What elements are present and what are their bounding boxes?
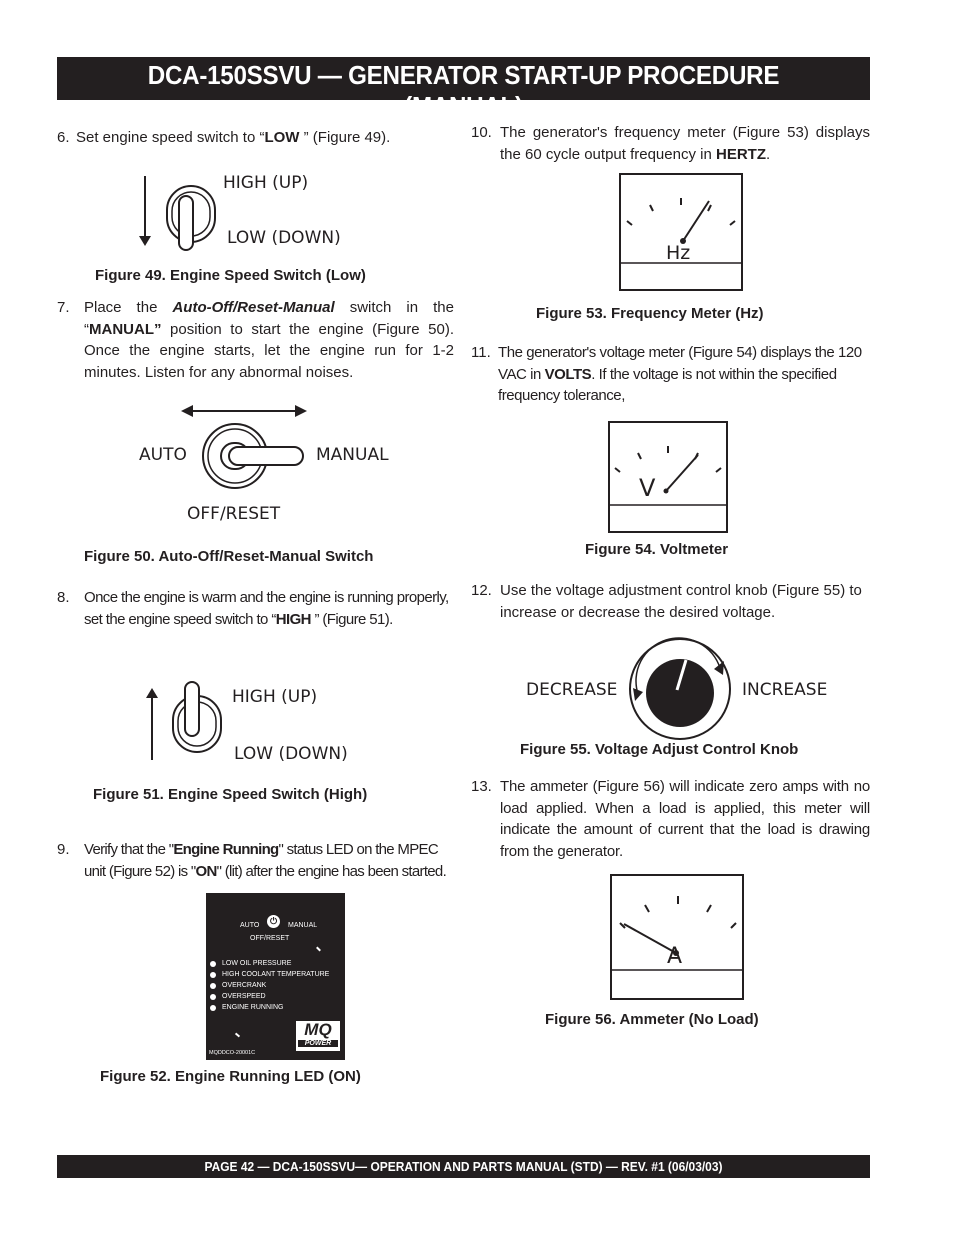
led-label: ENGINE RUNNING: [222, 1004, 284, 1011]
figure-50-auto-off-manual-switch: [135, 398, 415, 528]
step-text: Verify that the "Engine Running" status LED on the MPEC unit (Figure 52) is "ON" (lit) after the engine has been started.: [84, 841, 447, 880]
step-9: [57, 839, 454, 883]
page-header-bar: [57, 57, 870, 121]
step-text: The generator's voltage meter (Figure 54) displays the 120 VAC in VOLTS. If the voltage is not within the specified frequency tolerance,: [498, 344, 862, 404]
led-label: OVERCRANK: [222, 982, 267, 989]
step-6: [57, 127, 457, 149]
figure-49-caption: Figure 49. Engine Speed Switch (Low): [95, 267, 366, 284]
step-text: Once the engine is warm and the engine is running properly, set the engine speed switch to “HIGH ” (Figure 51).: [84, 589, 449, 628]
figure-52-caption: Figure 52. Engine Running LED (ON): [100, 1068, 361, 1085]
step-number: 6.: [57, 129, 70, 146]
unit-label-a: A: [667, 944, 683, 969]
part-number: MQDDCO-20001C: [209, 1050, 256, 1056]
step-text: The generator's frequency meter (Figure 53) displays the 60 cycle output frequency in HERTZ.: [500, 124, 870, 163]
voltmeter-gauge-icon: [608, 421, 728, 533]
label-decrease: DECREASE: [526, 680, 618, 700]
figure-53-caption: Figure 53. Frequency Meter (Hz): [536, 305, 764, 322]
step-text: Set engine speed switch to “LOW ” (Figure 49).: [76, 129, 391, 146]
figure-55-caption: Figure 55. Voltage Adjust Control Knob: [520, 741, 799, 758]
figure-56-caption: Figure 56. Ammeter (No Load): [545, 1011, 759, 1028]
indicator-tick-icon: [316, 947, 321, 952]
label-low-down: LOW (DOWN): [234, 744, 348, 764]
figure-54-voltmeter: [608, 421, 728, 533]
figure-54-caption: Figure 54. Voltmeter: [585, 541, 729, 558]
step-number: 13.: [471, 778, 492, 795]
figure-51-engine-speed-switch-high: [143, 676, 373, 768]
led-icon: [210, 1005, 216, 1011]
step-number: 11.: [471, 344, 491, 361]
panel-label-manual: MANUAL: [288, 922, 318, 929]
figure-50-caption: Figure 50. Auto-Off/Reset-Manual Switch: [84, 548, 374, 565]
step-number: 7.: [57, 299, 70, 316]
panel-label-auto: AUTO: [240, 922, 260, 929]
figure-51-caption: Figure 51. Engine Speed Switch (High): [93, 786, 368, 803]
figure-56-ammeter: [610, 874, 744, 1000]
led-icon: [210, 972, 216, 978]
label-increase: INCREASE: [742, 680, 828, 700]
label-low-down: LOW (DOWN): [227, 228, 341, 248]
step-12: [471, 580, 870, 624]
led-icon: [210, 961, 216, 967]
page-title: DCA-150SSVU — GENERATOR START-UP PROCEDURE (MANUAL): [147, 60, 780, 121]
step-10: [471, 122, 870, 166]
step-text: Use the voltage adjustment control knob (Figure 55) to increase or decrease the desired voltage.: [500, 582, 862, 621]
led-label: LOW OIL PRESSURE: [222, 960, 292, 967]
page-footer-bar: [57, 1155, 870, 1178]
led-icon: [210, 994, 216, 1000]
step-8: [57, 587, 454, 631]
led-label: HIGH COOLANT TEMPERATURE: [222, 971, 330, 978]
unit-label-hz: Hz: [666, 242, 691, 264]
figure-53-frequency-meter: [619, 173, 743, 291]
power-icon: ⏻: [267, 915, 280, 928]
step-13: [471, 776, 870, 864]
step-number: 9.: [57, 841, 70, 858]
figure-49-engine-speed-switch-low: [135, 168, 365, 258]
ammeter-gauge-icon: [610, 874, 744, 1000]
step-7: [57, 297, 454, 385]
label-high-up: HIGH (UP): [223, 173, 309, 193]
figure-55-voltage-adjust-knob: [525, 632, 840, 744]
step-11: [471, 342, 870, 408]
indicator-tick-icon: [235, 1033, 240, 1038]
step-number: 8.: [57, 589, 70, 606]
led-icon: [210, 983, 216, 989]
label-manual: MANUAL: [316, 445, 389, 465]
step-text: The ammeter (Figure 56) will indicate zero amps with no load applied. When a load is applied, this meter will indicate the amount of current that the load is drawing from the generator.: [500, 778, 870, 860]
step-number: 12.: [471, 582, 492, 599]
frequency-gauge-icon: [619, 173, 743, 291]
led-label: OVERSPEED: [222, 993, 266, 1000]
step-text: Place the Auto-Off/Reset-Manual switch in the “MANUAL” position to start the engine (Figure 50). Once the engine starts, let the engine run for 1-2 minutes. Listen for any abnormal noises.: [84, 299, 454, 381]
figure-52-mpec-panel: [206, 893, 345, 1060]
label-auto: AUTO: [139, 445, 187, 465]
panel-label-off-reset: OFF/RESET: [250, 935, 290, 942]
mq-power-logo: MQ POWER: [296, 1021, 340, 1051]
page-footer-text: PAGE 42 — DCA-150SSVU— OPERATION AND PARTS MANUAL (STD) — REV. #1 (06/03/03): [204, 1159, 723, 1174]
label-off-reset: OFF/RESET: [187, 504, 281, 524]
label-high-up: HIGH (UP): [232, 687, 318, 707]
step-number: 10.: [471, 124, 492, 141]
unit-label-v: V: [639, 474, 656, 502]
